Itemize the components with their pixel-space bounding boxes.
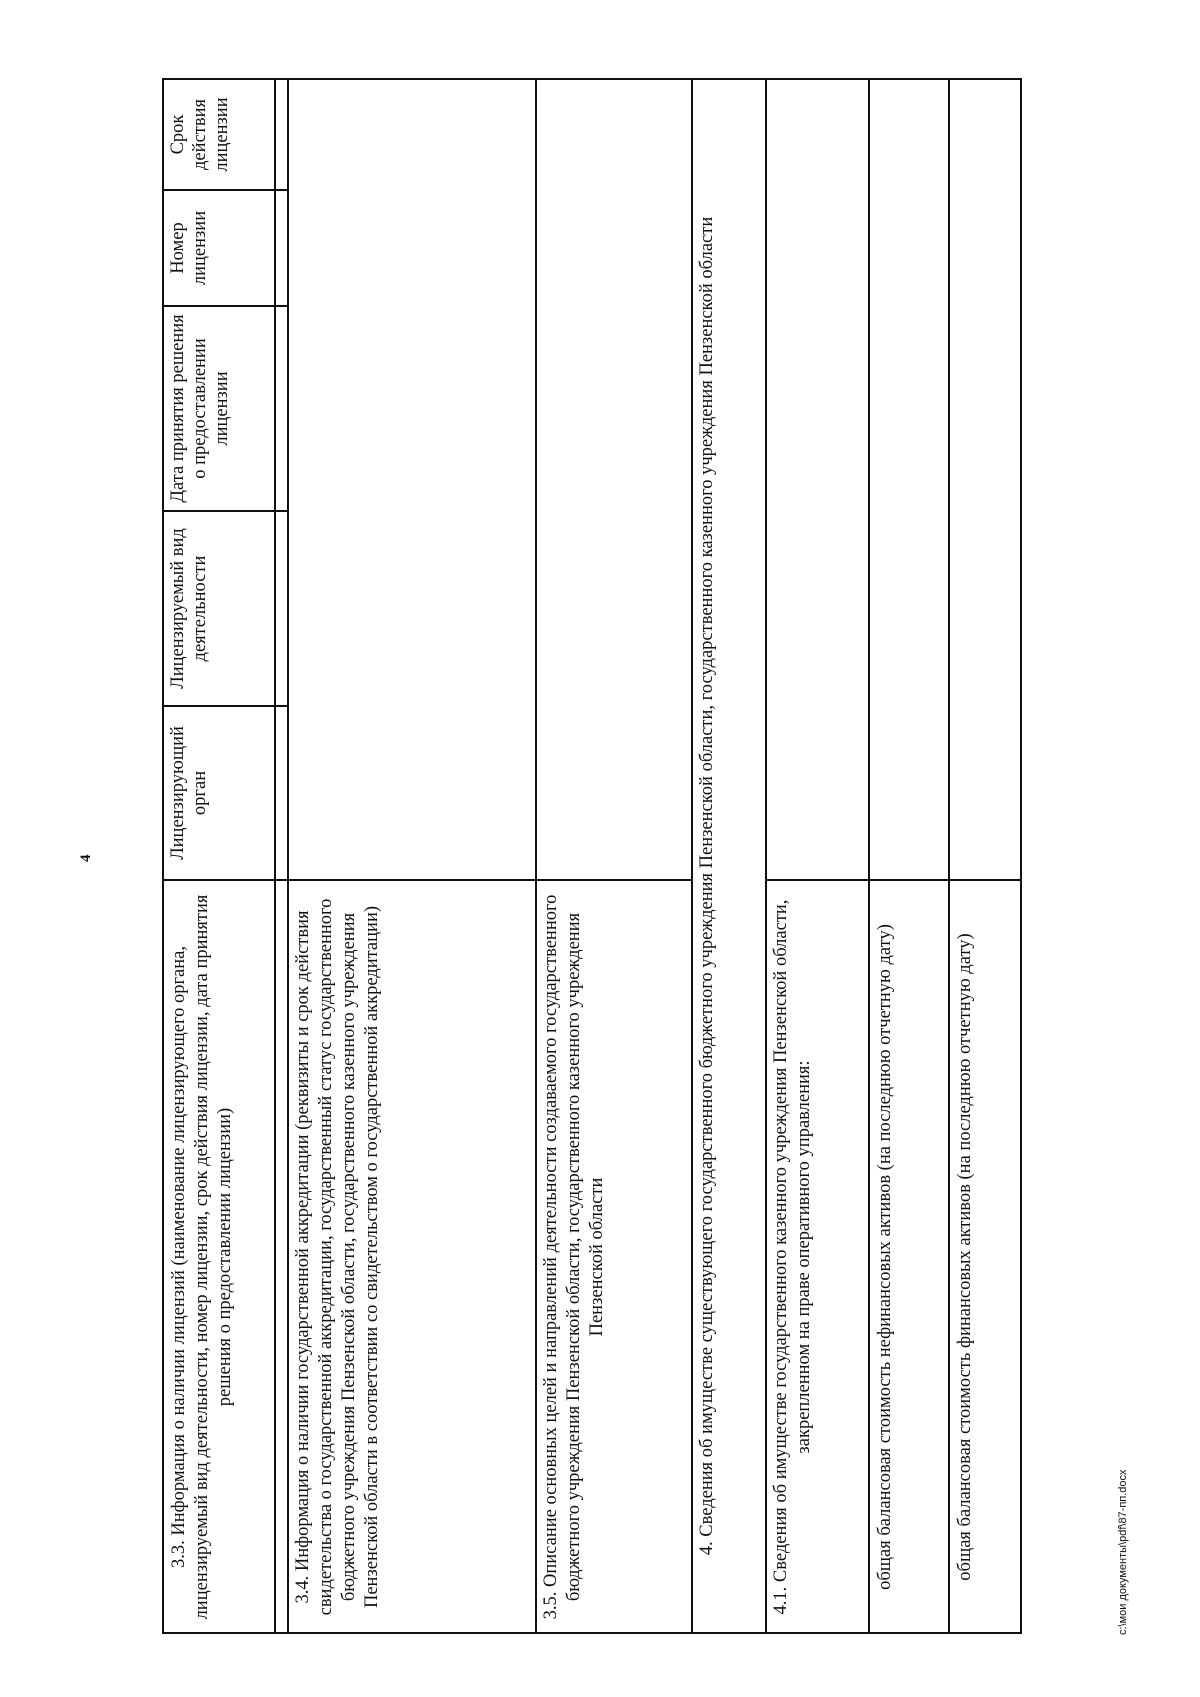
row-3-4-label: 3.4. Информация о наличии государственной аккредитации (реквизиты и срок действия свидетельства о государственной аккредитации, государственный статус государственного бюджетного учреждения Пензенской области, государственного казенного учреждения Пензенской области в соответствии со свидетельством о государственной аккредитации) — [293, 898, 382, 1616]
row-divider — [868, 78, 870, 1634]
row-divider — [535, 78, 537, 1634]
page-number: 4 — [78, 854, 94, 862]
row-divider — [948, 78, 950, 1634]
row-divider — [691, 78, 693, 1634]
table-border-bottom — [1020, 78, 1022, 1634]
footer-file-path: c:\мои документы\pdf\87-пп.docx — [1117, 1469, 1129, 1635]
main-table — [162, 78, 1022, 1634]
row-3-5-label: 3.5. Описание основных целей и направлений деятельности создаваемого государственного бюджетного учреждения Пензенской области, государственного казенного учреждения Пензенской области — [541, 894, 607, 1620]
row-4-1-label: 4.1. Сведения об имуществе государственного казенного учреждения Пензенской области, закрепленном на праве оперативного управления: — [771, 899, 814, 1615]
license-header-authority: Лицензирующий орган — [168, 726, 210, 860]
license-header-activity: Лицензируемый вид деятельности — [168, 528, 210, 689]
license-header-decision-date: Дата принятия решения о предоставлении лицензии — [168, 314, 232, 503]
label-column-divider — [162, 879, 691, 881]
license-header-validity: Срок действия лицензии — [168, 97, 232, 172]
row-divider — [765, 78, 767, 1634]
table-border-top — [162, 78, 164, 1634]
license-header-number: Номер лицензии — [168, 210, 210, 286]
section-4-title: 4. Сведения об имуществе существующего государственного бюджетного учреждения Пензенской области, государственного казенного учреждения Пензенской области — [697, 216, 717, 1556]
row-nonfinancial-assets-label: общая балансовая стоимость нефинансовых активов (на последнюю отчетную дату) — [875, 924, 895, 1590]
table-border-left — [162, 1632, 1022, 1634]
row-divider — [287, 78, 289, 1634]
table-border-right — [162, 78, 1022, 80]
label-column-divider — [765, 879, 1022, 881]
row-3-3-label: 3.3. Информация о наличии лицензий (наименование лицензирующего органа, лицензируемый вид деятельности, номер лицензии, срок действия лицензии, дата принятия решения о предоставлении лицензии) — [169, 894, 235, 1620]
row-financial-assets-label: общая балансовая стоимость финансовых активов (на последнюю отчетную дату) — [955, 933, 975, 1581]
